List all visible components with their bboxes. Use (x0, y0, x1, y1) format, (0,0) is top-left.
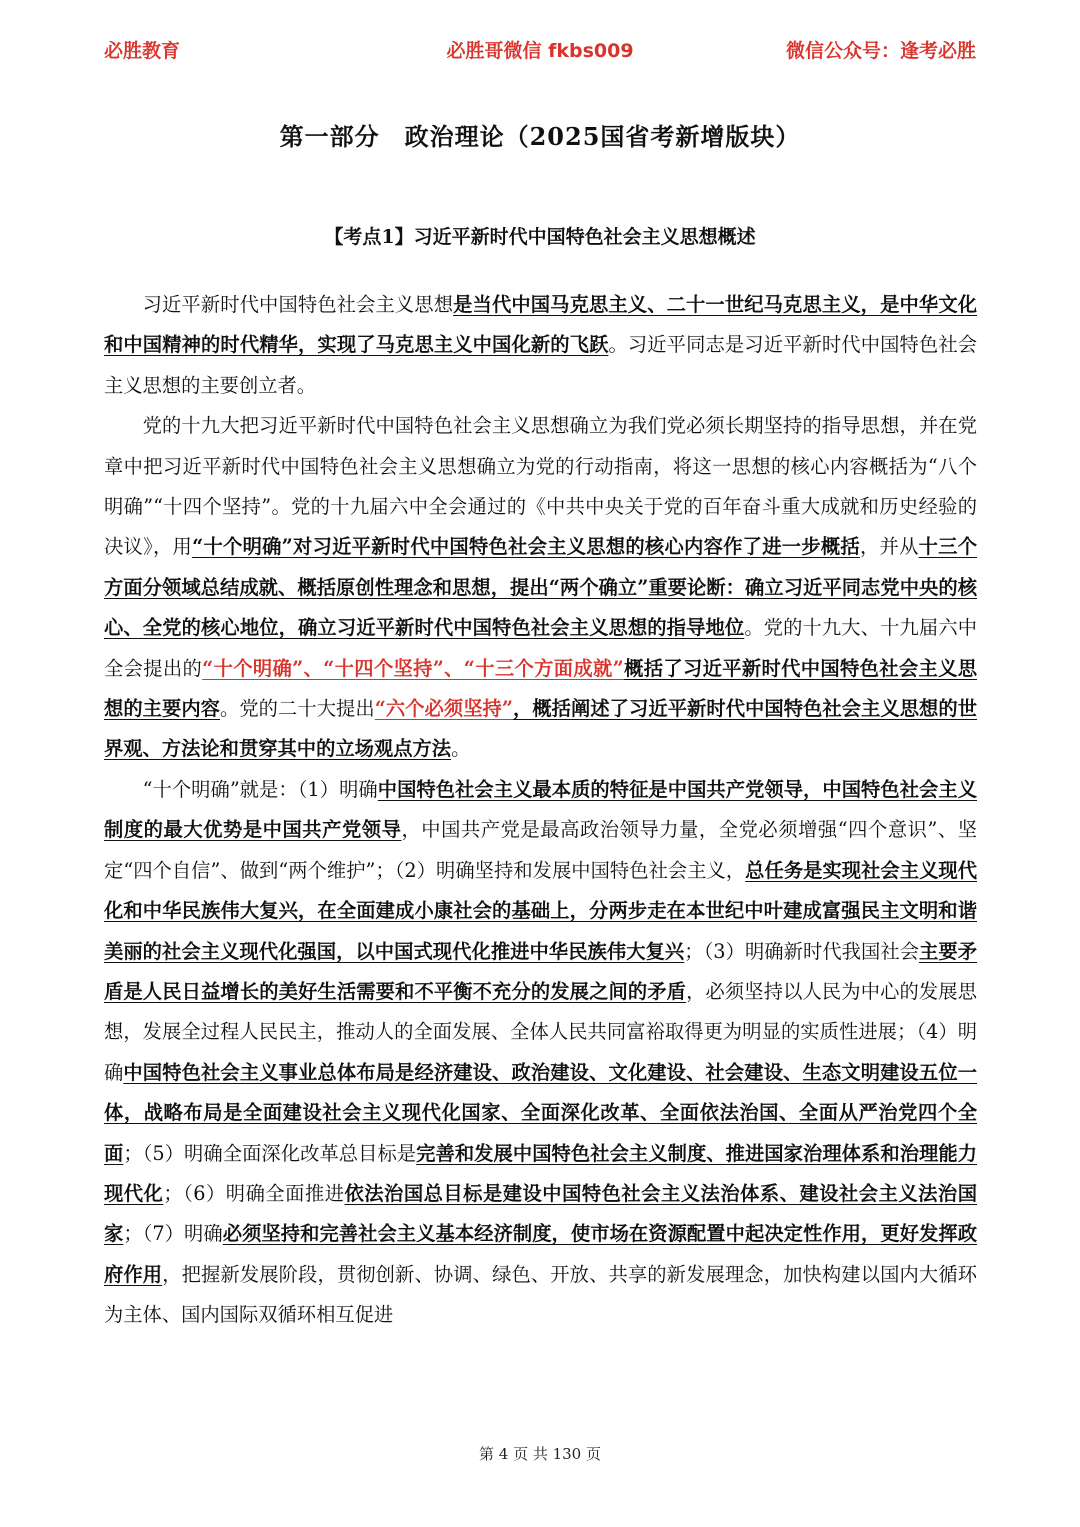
paragraph-1 (104, 285, 977, 406)
underlined-key-point: “十个明确”对习近平新时代中国特色社会主义思想的核心内容作了进一步概括 (192, 535, 860, 559)
text-run: ；（3）明确新时代我国社会 (684, 939, 920, 963)
section-title: 【考点1】习近平新时代中国特色社会主义思想概述 (324, 226, 756, 248)
underlined-key-point: 依法治国总目标是建设中国特色社会主义法治体系、建设社会主义法治国家 (104, 1181, 977, 1246)
text-run: ；（5）明确全面深化改革总目标是 (123, 1141, 417, 1165)
underlined-key-point: 中国特色社会主义最本质的特征是中国共产党领导，中国特色社会主义制度的最大优势是中国共产党领导 (104, 777, 977, 842)
underlined-key-point: 必须坚持和完善社会主义基本经济制度，使市场在资源配置中起决定性作用，更好发挥政府作用 (104, 1222, 977, 1286)
underlined-key-point: 中国特色社会主义事业总体布局是经济建设、政治建设、文化建设、社会建设、生态文明建设五位一体，战略布局是全面建设社会主义现代化国家、全面深化改革、全面依法治国、全面从严治党四个全面 (104, 1060, 977, 1165)
text-run: 。习近平同志是习近平新时代中国特色社会主义思想的主要创立者。 (104, 333, 977, 397)
text-run: 党的十九大把习近平新时代中国特色社会主义思想确立为我们党必须长期坚持的指导思想，并在党章中把习近平新时代中国特色社会主义思想确立为党的行动指南，将这一思想的核心内容概括为“八个明确”“十四个坚持”。党的十九届六中全会通过的《中共中央关于党的百年奋斗重大成就和历史经验的决议》，用 (104, 414, 977, 559)
text-run: ，必须坚持以人民为中心的发展思想，发展全过程人民民主，推动人的全面发展、全体人民共同富裕取得更为明显的实质性进展；（4）明确 (104, 979, 977, 1084)
paragraph-2 (104, 406, 977, 770)
underlined-key-point: 总任务是实现社会主义现代化和中华民族伟大复兴，在全面建成小康社会的基础上，分两步走在本世纪中叶建成富强民主文明和谐美丽的社会主义现代化强国，以中国式现代化推进中华民族伟大复兴 (104, 858, 977, 963)
header-left-brand: 必胜教育 (104, 40, 181, 62)
red-highlight: “十个明确”、“十四个坚持”、“十三个方面成就” (202, 656, 624, 680)
red-highlight: “六个必须坚持” (374, 697, 513, 721)
header-right-account: 微信公众号：逢考必胜 (785, 40, 976, 62)
underlined-key-point: ，概括阐述了习近平新时代中国特色社会主义思想的世界观、方法论和贯穿其中的立场观点方法 (104, 697, 978, 761)
text-run: ，把握新发展阶段，贯彻创新、协调、绿色、开放、共享的新发展理念，加快构建以国内大循环为主体、国内国际双循环相互促进 (104, 1262, 978, 1327)
page-footer: 第 4 页 共 130 页 (478, 1445, 601, 1463)
underlined-key-point: 十三个方面分领域总结成就、概括原创性理念和思想，提出“两个确立”重要论断：确立习近平同志党中央的核心、全党的核心地位，确立习近平新时代中国特色社会主义思想的指导地位 (104, 535, 978, 640)
text-run: 。党的二十大提出 (220, 697, 375, 721)
page-title: 第一部分 政治理论（2025国省考新增版块） (279, 122, 801, 151)
document-body (104, 285, 977, 1336)
text-run: 习近平新时代中国特色社会主义思想 (142, 293, 454, 316)
header-center-wechat: 必胜哥微信 fkbs009 (446, 40, 634, 62)
text-run: 。党的十九大、十九届六中全会提出的 (104, 616, 978, 680)
text-run: “十个明确”就是：（1）明确 (142, 777, 378, 801)
underlined-key-point: 主要矛盾是人民日益增长的美好生活需要和不平衡不充分的发展之间的矛盾 (104, 939, 978, 1003)
text-run: 。 (451, 737, 471, 761)
underlined-key-point: 概括了习近平新时代中国特色社会主义思想的主要内容 (104, 656, 978, 721)
text-run: ，并从 (859, 535, 919, 559)
underlined-key-point: 完善和发展中国特色社会主义制度、推进国家治理体系和治理能力现代化 (104, 1141, 978, 1205)
text-run: ，中国共产党是最高政治领导力量，全党必须增强“四个意识”、坚定“四个自信”、做到“两个维护”；（2）明确坚持和发展中国特色社会主义， (104, 818, 977, 882)
paragraph-3 (104, 770, 977, 1336)
text-run: ；（7）明确 (123, 1222, 223, 1246)
underlined-key-point: 是当代中国马克思主义、二十一世纪马克思主义，是中华文化和中国精神的时代精华，实现了马克思主义中国化新的飞跃 (104, 293, 978, 357)
text-run: ；（6）明确全面推进 (163, 1181, 345, 1205)
